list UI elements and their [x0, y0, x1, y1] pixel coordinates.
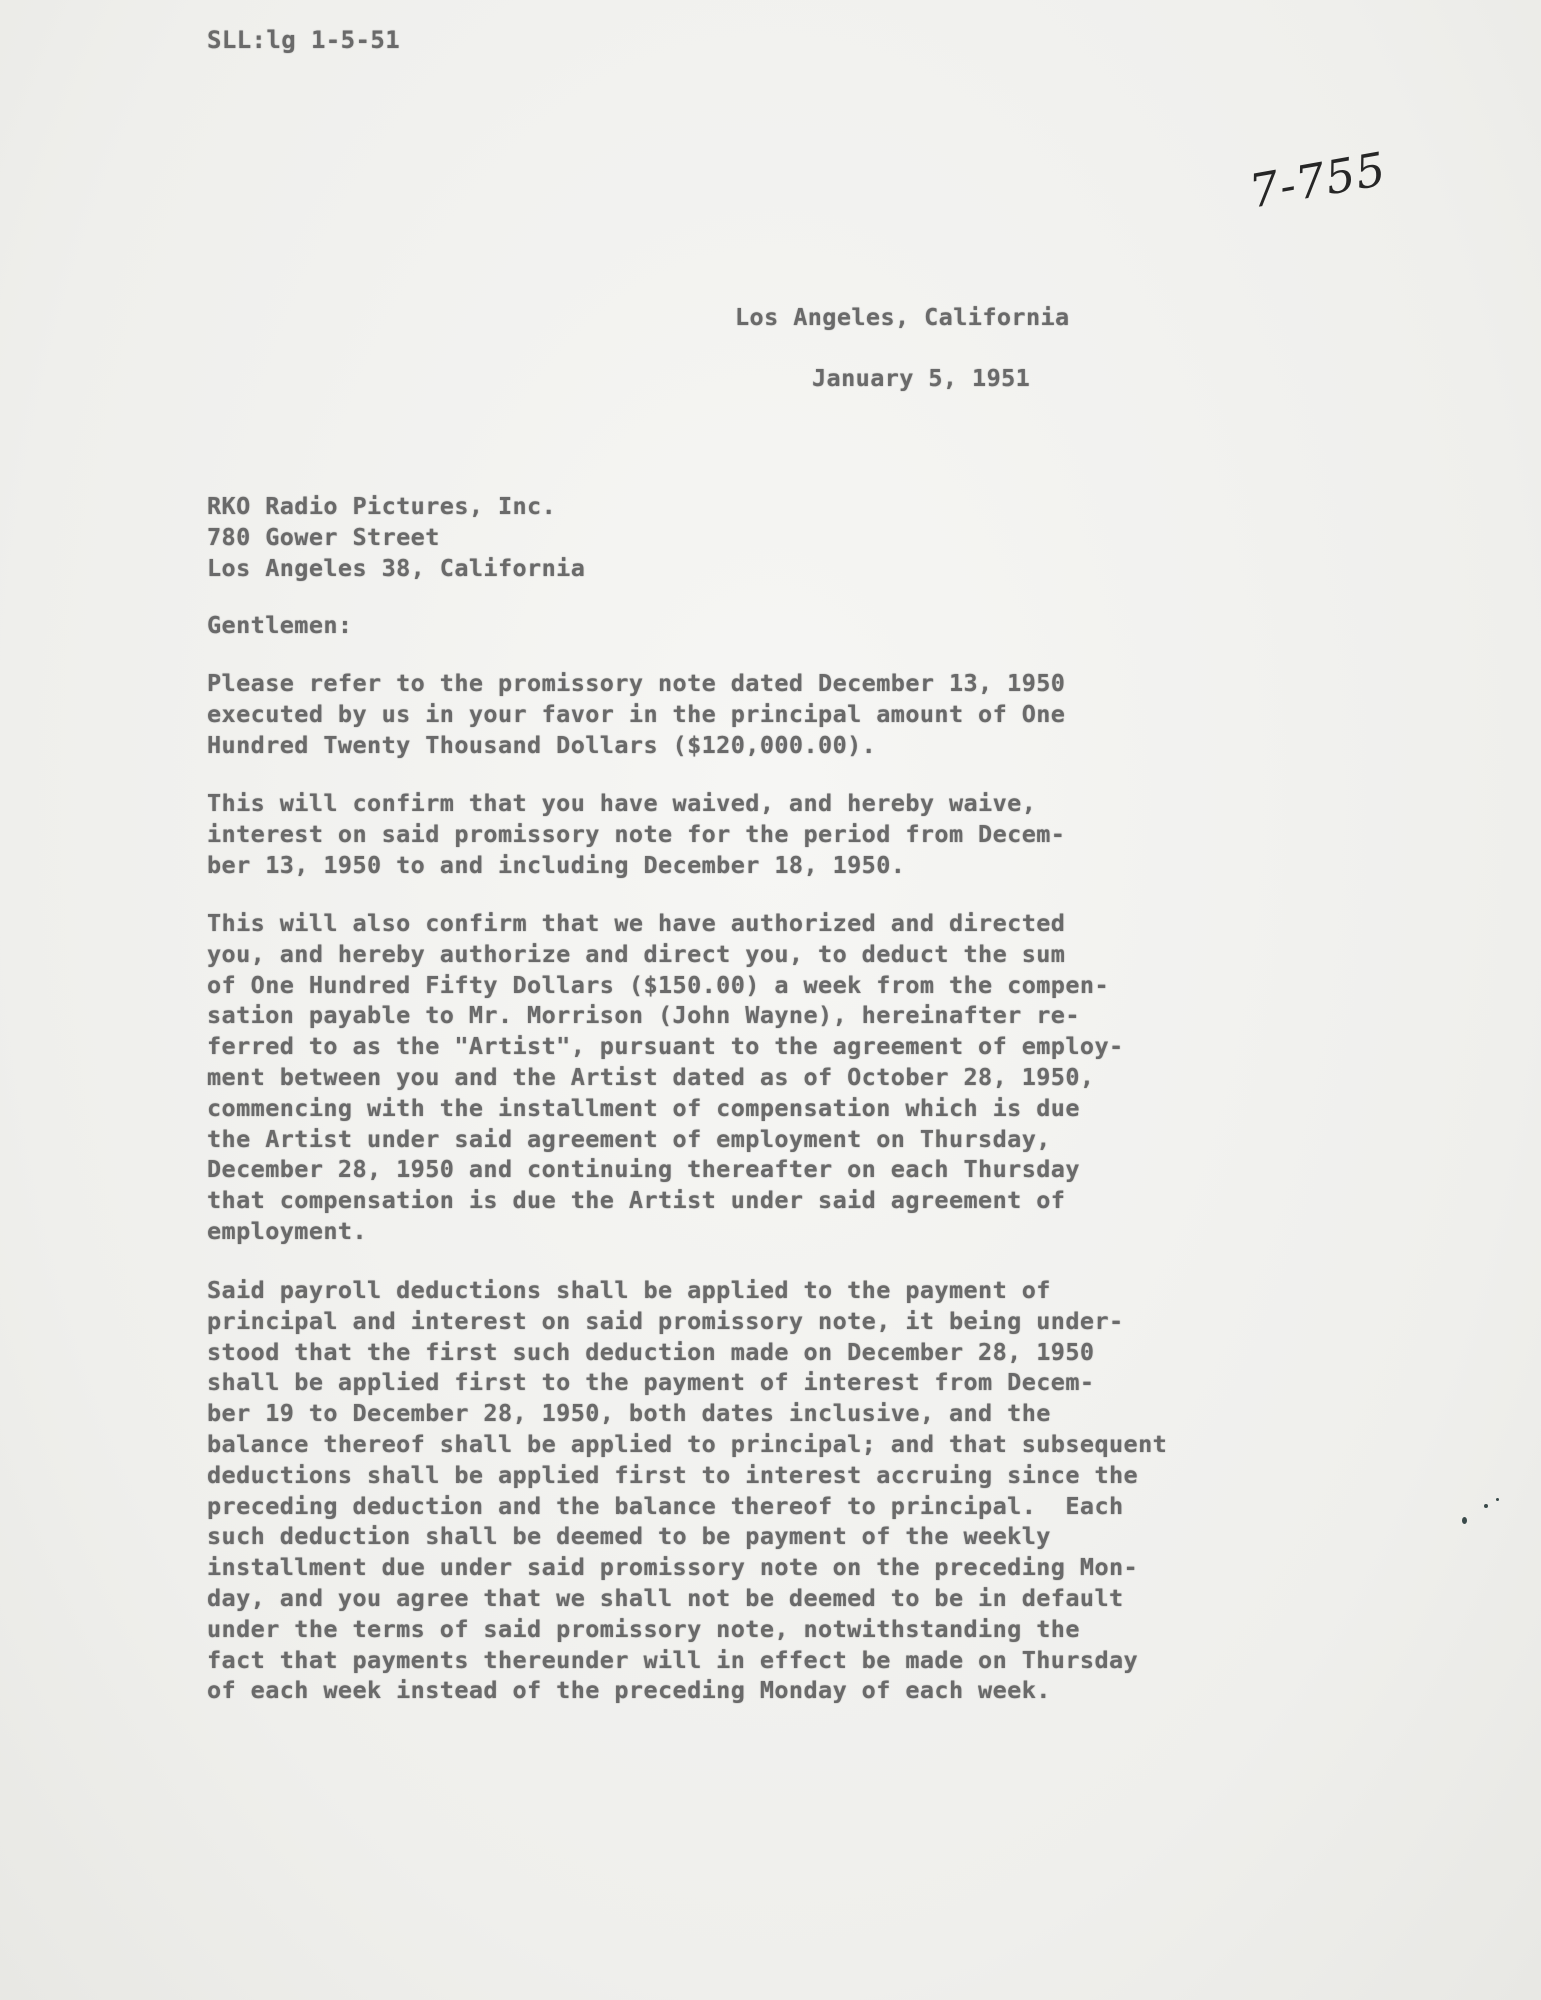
paragraph-line: balance thereof shall be applied to principal; and that subsequent	[207, 1429, 1168, 1458]
paragraph-line: Please refer to the promissory note dated December 13, 1950	[207, 669, 1066, 697]
paragraph-line: preceding deduction and the balance thereof to principal. Each	[207, 1491, 1124, 1520]
paragraph-line: December 28, 1950 and continuing thereafter on each Thursday	[207, 1155, 1080, 1184]
handwritten-file-number: 7-755	[1245, 141, 1391, 219]
paragraph-line: deductions shall be applied first to interest accruing since the	[207, 1460, 1139, 1489]
address-line: 780 Gower Street	[207, 523, 440, 551]
paragraph-line: ber 19 to December 28, 1950, both dates inclusive, and the	[207, 1399, 1051, 1428]
salutation: Gentlemen:	[207, 611, 353, 639]
paragraph-line: the Artist under said agreement of employment on Thursday,	[207, 1124, 1051, 1153]
paragraph-line: installment due under said promissory note on the preceding Mon-	[207, 1553, 1139, 1582]
paragraph-line: fact that payments thereunder will in effect be made on Thursday	[207, 1645, 1139, 1674]
paragraph-line: ment between you and the Artist dated as of October 28, 1950,	[207, 1062, 1095, 1091]
address-line: RKO Radio Pictures, Inc.	[207, 492, 557, 520]
paragraph-line: ferred to as the "Artist", pursuant to the agreement of employ-	[207, 1032, 1124, 1061]
paragraph-line: Hundred Twenty Thousand Dollars ($120,000.00).	[207, 730, 877, 759]
paragraph-line: principal and interest on said promissory note, it being under-	[207, 1306, 1124, 1335]
date-line: January 5, 1951	[812, 364, 1031, 392]
ink-speck	[1496, 1498, 1499, 1501]
paragraph-line: stood that the first such deduction made on December 28, 1950	[207, 1337, 1095, 1366]
paragraph-line: executed by us in your favor in the principal amount of One	[207, 699, 1066, 728]
paragraph-line: ber 13, 1950 to and including December 18, 1950.	[207, 850, 906, 879]
paragraph-3	[207, 908, 1124, 1247]
recipient-address	[207, 491, 585, 584]
ink-speck	[1484, 1504, 1488, 1508]
paragraph-line: This will confirm that you have waived, and hereby waive,	[207, 789, 1037, 817]
paragraph-line: This will also confirm that we have authorized and directed	[207, 909, 1066, 937]
paragraph-line: shall be applied first to the payment of interest from Decem-	[207, 1368, 1095, 1397]
paragraph-line: such deduction shall be deemed to be payment of the weekly	[207, 1522, 1051, 1551]
paragraph-line: you, and hereby authorize and direct you, to deduct the sum	[207, 939, 1066, 968]
paragraph-line: Said payroll deductions shall be applied to the payment of	[207, 1276, 1051, 1304]
paragraph-line: employment.	[207, 1216, 368, 1245]
paragraph-line: of each week instead of the preceding Monday of each week.	[207, 1676, 1051, 1705]
paragraph-line: that compensation is due the Artist under said agreement of	[207, 1186, 1066, 1215]
paragraph-line: under the terms of said promissory note, notwithstanding the	[207, 1614, 1080, 1643]
paragraph-2	[207, 788, 1065, 880]
paragraph-line: of One Hundred Fifty Dollars ($150.00) a week from the compen-	[207, 970, 1109, 999]
paragraph-line: sation payable to Mr. Morrison (John Wayne), hereinafter re-	[207, 1001, 1080, 1030]
place-line: Los Angeles, California	[735, 303, 1070, 331]
reference-initials: SLL:lg 1-5-51	[207, 26, 401, 54]
paragraph-line: interest on said promissory note for the period from Decem-	[207, 819, 1066, 848]
address-line: Los Angeles 38, California	[207, 554, 586, 582]
paragraph-line: day, and you agree that we shall not be deemed to be in default	[207, 1583, 1124, 1612]
paragraph-1	[207, 668, 1065, 760]
paragraph-4	[207, 1275, 1167, 1706]
paragraph-line: commencing with the installment of compensation which is due	[207, 1093, 1080, 1122]
ink-speck	[1462, 1517, 1467, 1524]
